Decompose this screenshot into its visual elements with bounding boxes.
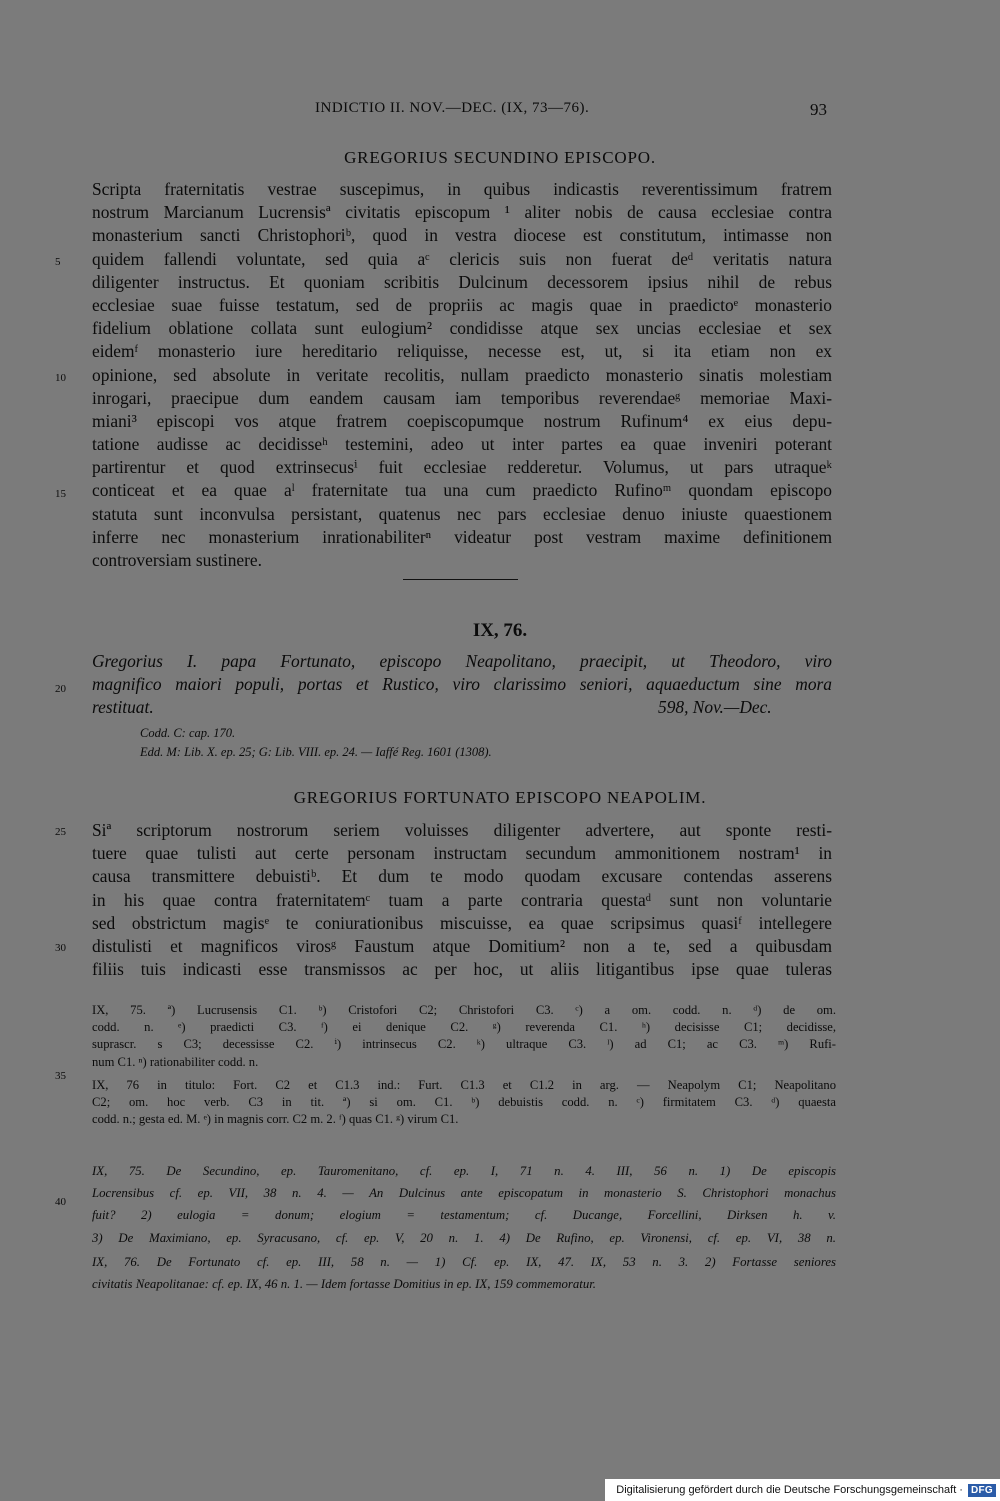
line-number: 40	[55, 1196, 66, 1208]
letter1-line: ecclesiae suae fuisse testatum, sed de propriis ac magis quae in praedictoᵉ monasterio	[92, 294, 832, 315]
note-line: IX, 75. De Secundino, ep. Tauromenitano, cf. ep. I, 71 n. 4. III, 56 n. 1) De episcopis	[92, 1164, 836, 1178]
note-line: civitatis Neapolitanae: cf. ep. IX, 46 n. 1. — Idem fortasse Domitius in ep. IX, 159 commemoratur.	[92, 1276, 596, 1291]
letter2-body	[92, 819, 832, 981]
letter2-line: in his quae contra fraternitatemᶜ tuam a parte contraria questaᵈ sunt non voluntarie	[92, 889, 832, 910]
apparatus-line: suprascr. s C3; decessisse C2. ⁱ) intrinsecus C2. ᵏ) ultraque C3. ˡ) ad C1; ac C3. ᵐ) Rufi-	[92, 1037, 836, 1052]
line-number: 10	[55, 372, 66, 384]
section-divider	[403, 579, 518, 580]
letter1-line: controversiam sustinere.	[92, 550, 262, 570]
letter2-line: Siª scriptorum nostrorum seriem voluisses diligenter advertere, aut sponte resti-	[92, 820, 832, 840]
summary-line-text: restituat.	[92, 697, 154, 718]
line-number: 35	[55, 1070, 66, 1082]
letter1-line: fidelium oblatione collata sunt eulogium² condidisse atque sex uncias ecclesiae et sex	[92, 318, 832, 339]
apparatus-line: IX, 75. ª) Lucrusensis C1. ᵇ) Cristofori C2; Christofori C3. ᶜ) a om. codd. n. ᵈ) de om.	[92, 1003, 836, 1017]
note-line: Locrensibus cf. ep. VII, 38 n. 4. — An Dulcinus ante episcopatum in monasterio S. Christophori monachus	[92, 1186, 836, 1201]
letter1-line: eidemᶠ monasterio iure hereditario reliquisse, necesse est, ut, si ita etiam non ex	[92, 341, 832, 362]
letter2-line: distulisti et magnificos virosᵍ Faustum atque Domitium² non a te, sed a quibusdam	[92, 935, 832, 956]
note-line: 3) De Maximiano, ep. Syracusano, cf. ep. V, 20 n. 1. 4) De Rufino, ep. Vironensi, cf. ep. VI, 38 n.	[92, 1230, 836, 1245]
letter2-line: causa transmittere debuistiᵇ. Et dum te modo quodam excusare contendas asserens	[92, 866, 832, 887]
commentary-notes	[92, 1160, 836, 1295]
line-number: 15	[55, 488, 66, 500]
page-header	[0, 100, 1000, 124]
apparatus-line: codd. n.; gesta ed. M. ᵉ) in magnis corr. C2 m. 2. ᶠ) quas C1. ᵍ) virum C1.	[92, 1112, 459, 1127]
letter1-line: inrogari, praecipue dum eandem causam iam temporibus reverendaeᵍ memoriae Maxi-	[92, 387, 832, 408]
letter1-line: nostrum Marcianum Lucrensisª civitatis episcopum ¹ aliter nobis de causa ecclesiae contra	[92, 202, 832, 223]
letter1-line: miani³ episcopi vos atque fratrem coepiscopumque nostrum Rufinum⁴ ex eius depu-	[92, 410, 832, 431]
section-summary	[92, 650, 832, 720]
note-line: fuit? 2) eulogia = donum; elogium = testamentum; cf. Ducange, Forcellini, Dirksen h. v.	[92, 1208, 836, 1223]
editions-note: Edd. M: Lib. X. ep. 25; G: Lib. VIII. ep. 24. — Iaffé Reg. 1601 (1308).	[140, 745, 492, 759]
letter1-line: Scripta fraternitatis vestrae suscepimus, in quibus indicastis reverentissimum fratrem	[92, 179, 832, 199]
note-line: IX, 76. De Fortunato cf. ep. III, 58 n. — 1) Cf. ep. IX, 47. IX, 53 n. 3. 2) Fortasse seniores	[92, 1254, 836, 1269]
codices-note: Codd. C: cap. 170.	[140, 726, 236, 740]
letter1-line: partirentur et quod extrinsecusⁱ fuit ecclesiae redderetur. Volumus, ut pars utraqueᵏ	[92, 457, 832, 478]
letter1-line: diligenter instructus. Et quoniam scribitis Dulcinum decessorem ipsius nihil de rebus	[92, 271, 832, 292]
apparatus-line: num C1. ⁿ) rationabiliter codd. n.	[92, 1054, 259, 1069]
letter1-line: opinione, sed absolute in veritate recolitis, nullam praedicto monasterio sinatis molestiam	[92, 364, 832, 385]
letter1-line: conticeat et ea quae aˡ fraternitate tua una cum praedicto Rufinoᵐ quondam episcopo	[92, 480, 832, 501]
letter2-title: GREGORIUS FORTUNATO EPISCOPO NEAPOLIM.	[293, 788, 707, 807]
letter2-line: sed obstrictum magisᵉ te coniurationibus miscuisse, ea quae scripsimus quasiᶠ intellegere	[92, 912, 832, 933]
critical-apparatus	[92, 1002, 836, 1128]
apparatus-line: IX, 76 in titulo: Fort. C2 et C1.3 ind.: Furt. C1.3 et C1.2 in arg. — Neapolym C1; Neapolitano	[92, 1077, 836, 1092]
dfg-logo-icon: DFG	[968, 1484, 996, 1497]
section-number: IX, 76.	[472, 620, 528, 641]
letter1-line: monasterium sancti Christophoriᵇ, quod in vestra diocese est constitutum, intimasse non	[92, 225, 832, 246]
line-number: 5	[55, 256, 61, 268]
line-number: 30	[55, 942, 66, 954]
letter1-line: statuta sunt inconvulsa persistant, quatenus nec pars ecclesiae denuo iniuste quaestionem	[92, 503, 832, 524]
running-head: INDICTIO II. NOV.—DEC. (IX, 73—76).	[315, 100, 590, 116]
letter1-line: inferre nec monasterium inrationabiliterⁿ videatur post vestram maxime definitionem	[92, 526, 832, 547]
line-number: 20	[55, 683, 66, 695]
letter2-line: filiis tuis indicasti esse transmissos ac per hoc, ut aliis litigantibus ipse quae tuleras	[92, 959, 832, 980]
line-number: 25	[55, 826, 66, 838]
page-number: 93	[810, 100, 827, 119]
dfg-footer	[605, 1479, 1000, 1501]
footer-text: Digitalisierung gefördert durch die Deutsche Forschungsgemeinschaft ·	[616, 1484, 963, 1496]
letter-date: 598, Nov.—Dec.	[658, 697, 772, 718]
letter1-line: tatione audisse ac decidisseʰ testemini, adeo ut inter partes ea quae inveniri poterant	[92, 434, 832, 455]
apparatus-line: codd. n. ᵉ) praedicti C3. ᶠ) ei denique C2. ᵍ) reverenda C1. ʰ) decisisse C1; decidisse,	[92, 1020, 836, 1035]
apparatus-line: C2; om. hoc verb. C3 in tit. ª) si om. C1. ᵇ) debuistis codd. n. ᶜ) firmitatem C3. ᵈ) quaesta	[92, 1094, 836, 1109]
summary-line: magnifico maiori populi, portas et Rustico, viro clarissimo seniori, aquaeductum sine mora	[92, 674, 832, 695]
letter1-line: quidem fallendi voluntate, sed quia aᶜ clericis suis non fuerat deᵈ veritatis natura	[92, 248, 832, 269]
summary-line: Gregorius I. papa Fortunato, episcopo Neapolitano, praecipit, ut Theodoro, viro	[92, 651, 832, 671]
letter1-body	[92, 178, 832, 572]
letter2-line: tuere quae tulisti aut certe personam instructam secundum ammonitionem nostram¹ in	[92, 843, 832, 864]
summary-line	[92, 696, 832, 719]
letter1-title: GREGORIUS SECUNDINO EPISCOPO.	[344, 148, 656, 167]
